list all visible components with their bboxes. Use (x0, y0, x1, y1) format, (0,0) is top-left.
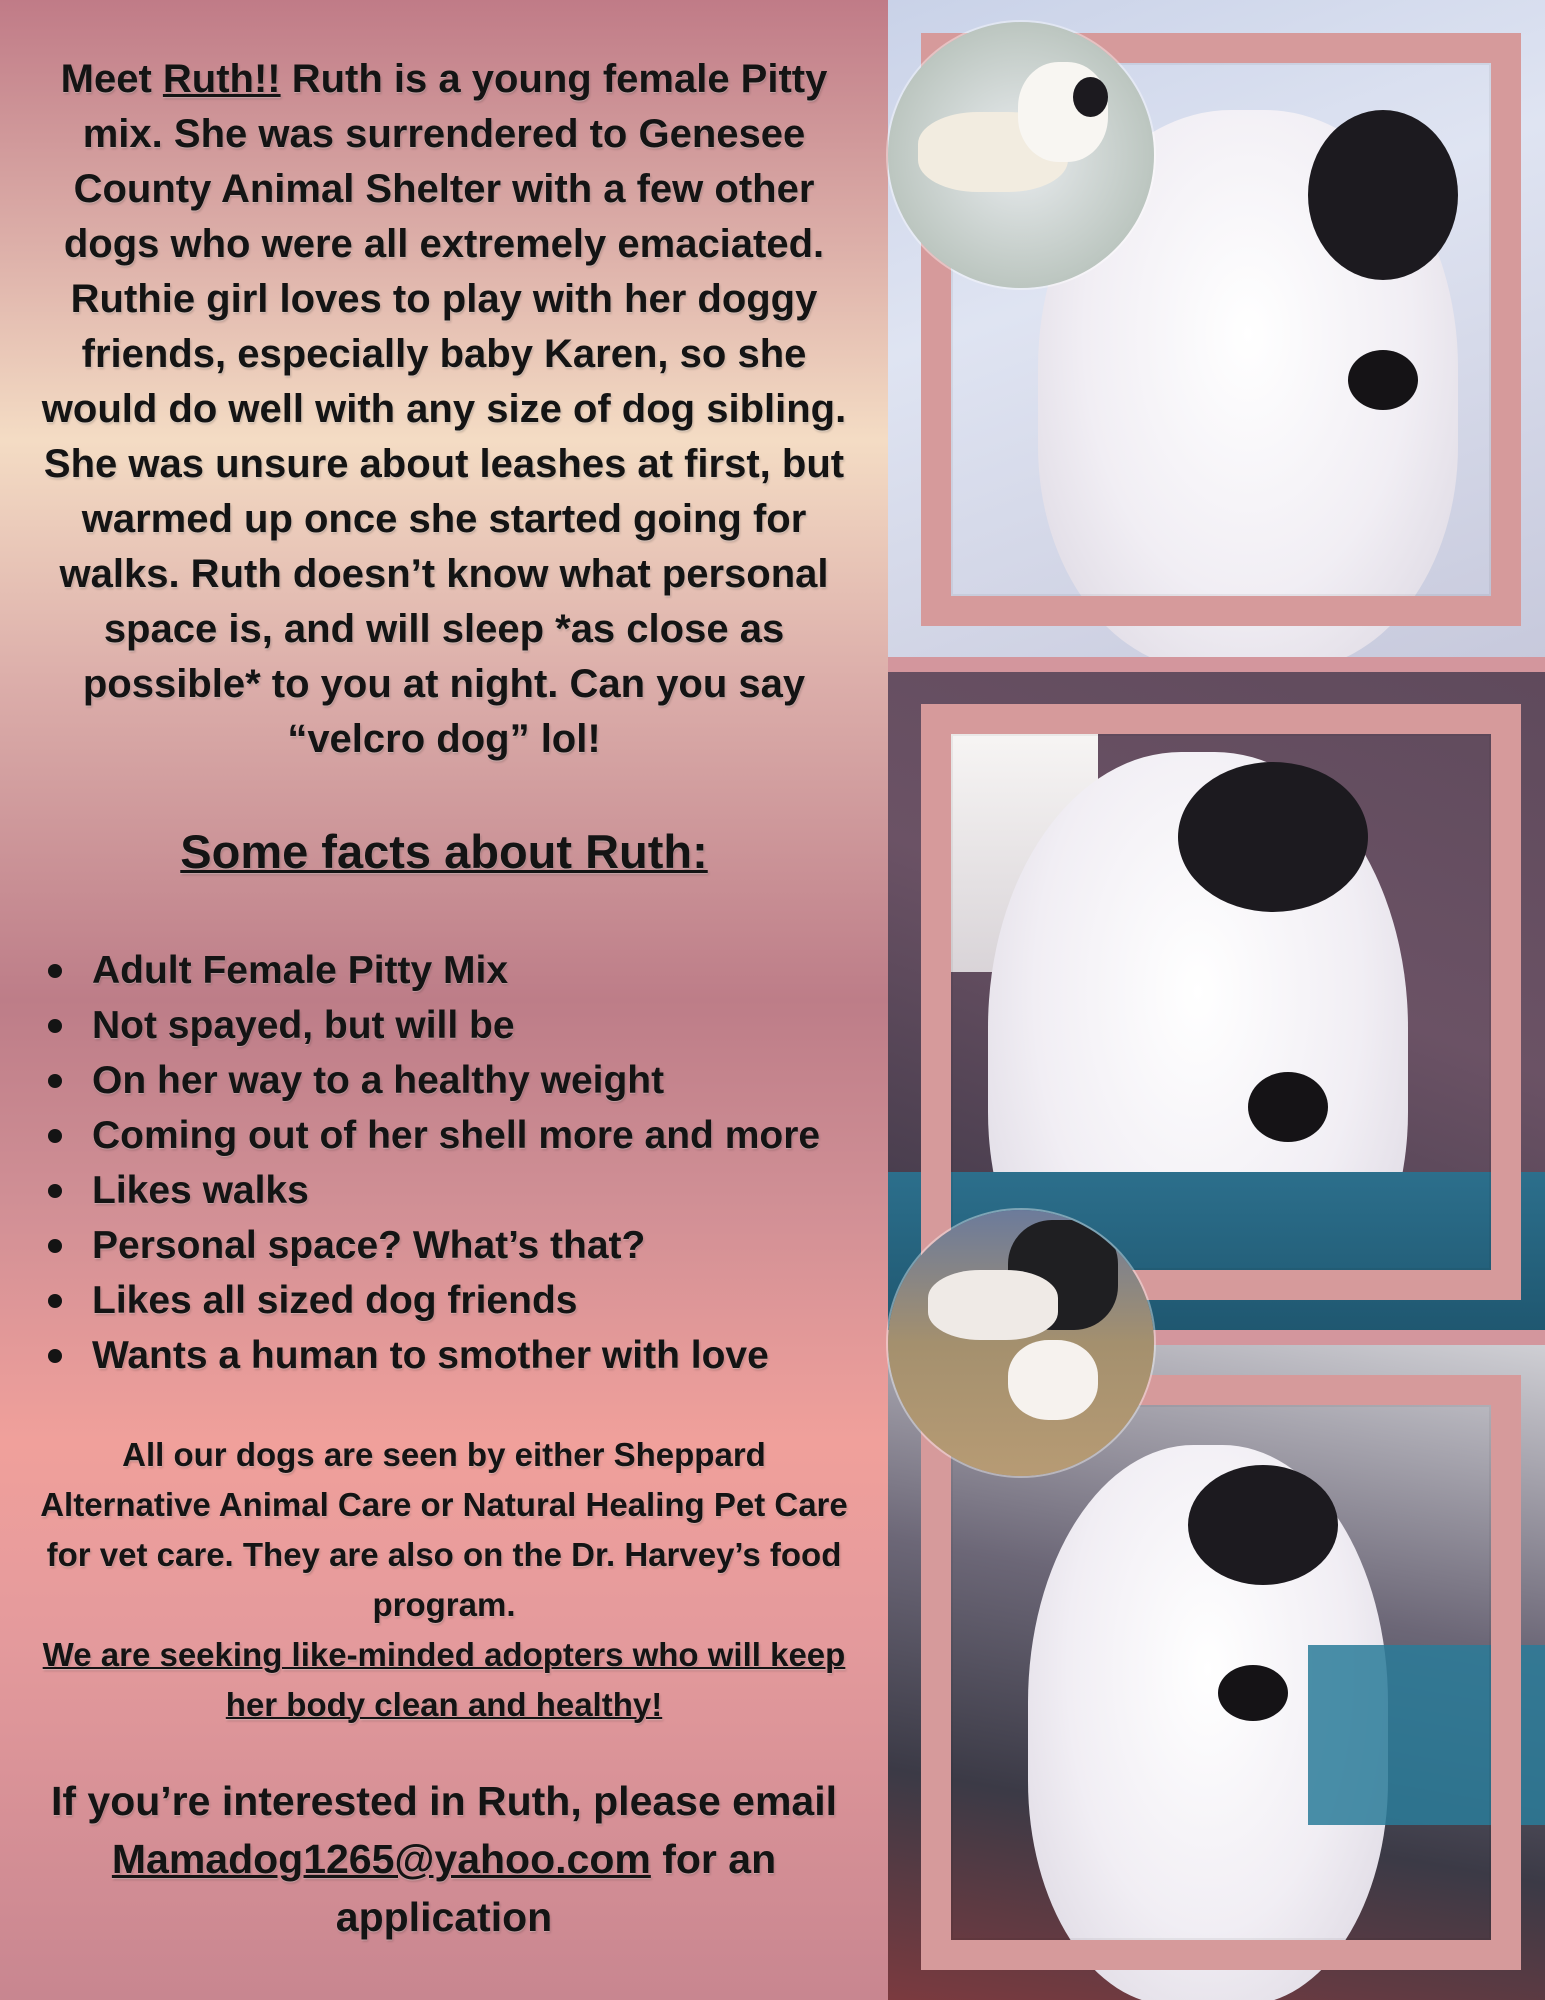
list-item: Likes walks (40, 1163, 870, 1218)
email-link[interactable]: Mamadog1265@yahoo.com (111, 1836, 651, 1882)
bullet-icon (48, 964, 62, 978)
list-item: Likes all sized dog friends (40, 1273, 870, 1328)
vet-care-paragraph (40, 1430, 848, 1730)
contact-before: If you’re interested in Ruth, please email (50, 1778, 838, 1824)
list-item: Coming out of her shell more and more (40, 1108, 870, 1163)
list-item: Wants a human to smother with love (40, 1328, 870, 1383)
bullet-icon (48, 1129, 62, 1143)
facts-heading: Some facts about Ruth: (180, 825, 708, 878)
intro-meet: Meet (60, 57, 163, 101)
bullet-icon (48, 1294, 62, 1308)
intro-body: Ruth is a young female Pitty mix. She was surrendered to Genesee County Animal Shelter with a few other dogs who were all extremely emaciated. Ruthie girl loves to play with her doggy friends, especially baby Karen, so she would do well with any size of dog sibling. She was unsure about leashes at first, but warmed up once she started going for walks. Ruth doesn’t know what personal space is, and will sleep *as close as possible* to you at night. Can you say “velcro dog” lol! (41, 57, 847, 761)
list-item: On her way to a healthy weight (40, 1053, 870, 1108)
bullet-icon (48, 1349, 62, 1363)
vet-care-text: All our dogs are seen by either Sheppard Alternative Animal Care or Natural Healing Pet Care for vet care. They are also on the Dr. Harvey’s food program. (40, 1436, 848, 1623)
list-item: Not spayed, but will be (40, 998, 870, 1053)
contact-after: for an application (335, 1836, 777, 1940)
before-photo-circle-1 (888, 22, 1154, 288)
bullet-icon (48, 1074, 62, 1088)
bullet-icon (48, 1184, 62, 1198)
contact-paragraph (20, 1772, 868, 1946)
list-item: Adult Female Pitty Mix (40, 943, 870, 998)
eye-patch (1073, 77, 1108, 117)
dog-head (1008, 1340, 1098, 1420)
dog-figure (928, 1270, 1058, 1340)
bullet-icon (48, 1239, 62, 1253)
list-item: Personal space? What’s that? (40, 1218, 870, 1273)
dog-name: Ruth!! (162, 57, 281, 101)
before-photo-circle-2 (888, 1210, 1154, 1476)
intro-paragraph (28, 52, 860, 767)
adopter-statement: We are seeking like-minded adopters who will keep her body clean and healthy! (42, 1636, 846, 1723)
facts-list (40, 943, 870, 1383)
bullet-icon (48, 1019, 62, 1033)
